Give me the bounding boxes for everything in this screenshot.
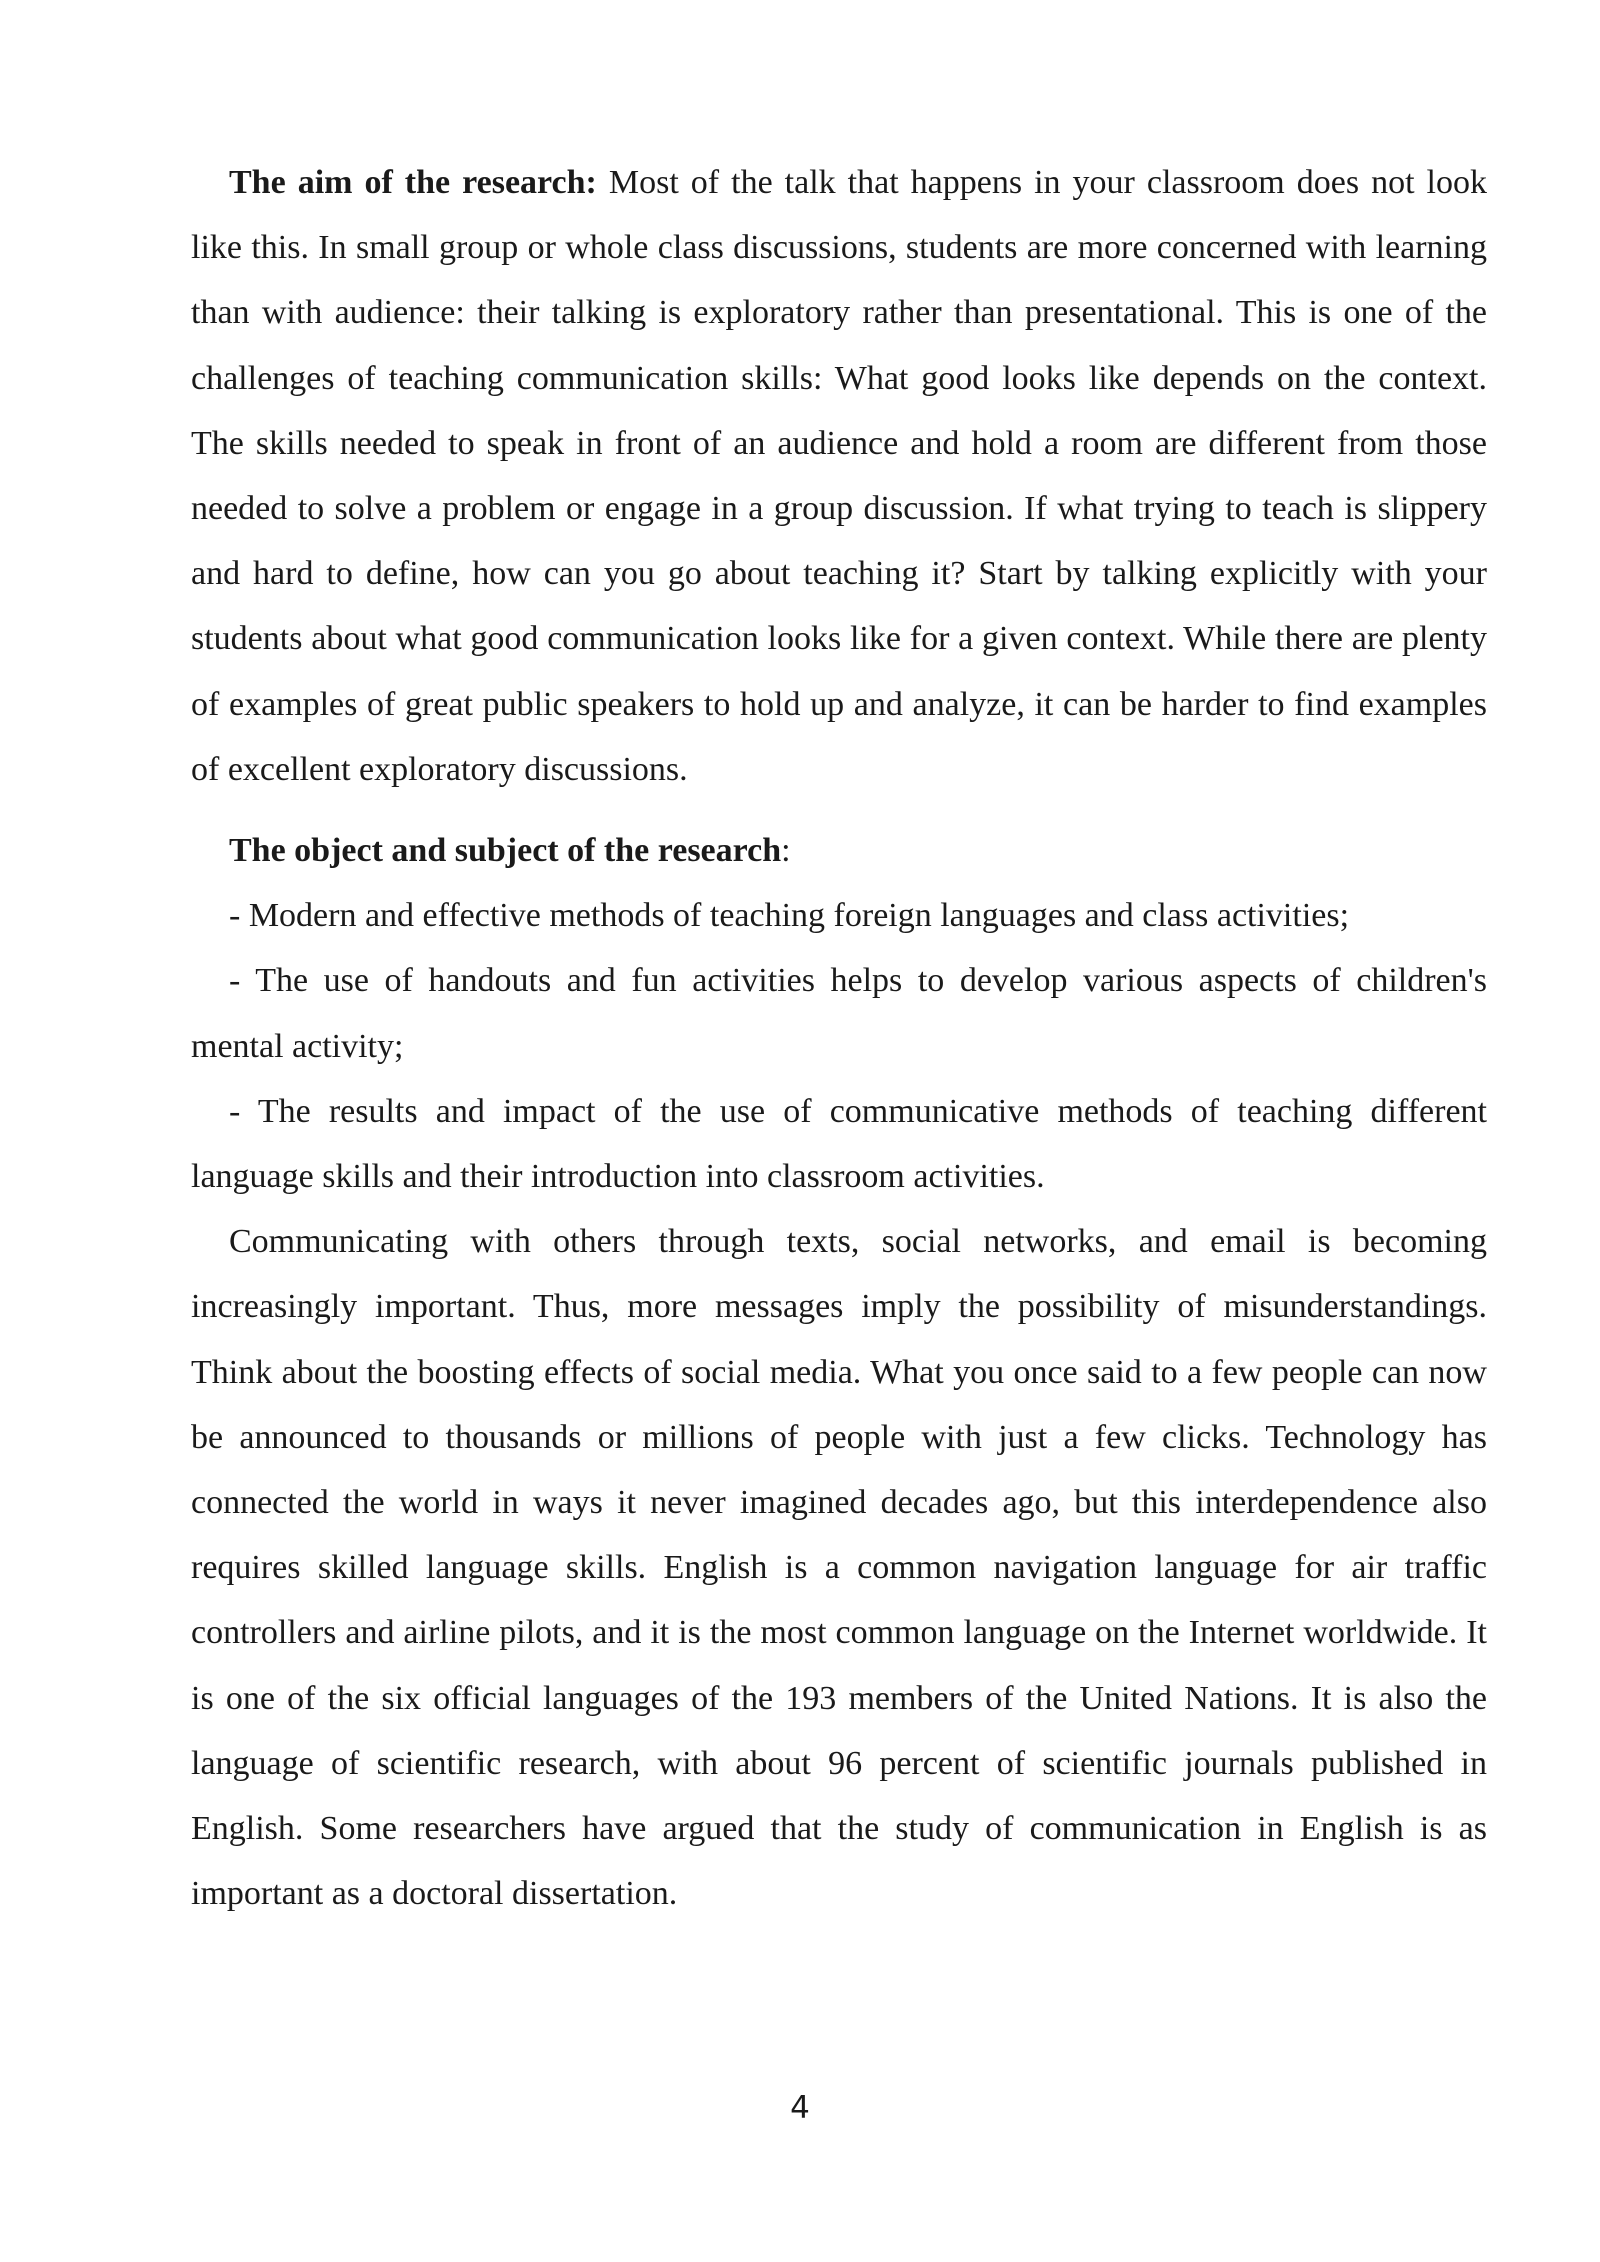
object-subject-colon: :	[781, 832, 791, 870]
object-subject-item: - The results and impact of the use of communicative methods of teaching different language skills and their introduction into classroom activities.	[191, 1092, 1487, 1196]
document-body	[191, 150, 1487, 1926]
page-number: 4	[790, 2090, 810, 2126]
aim-heading: The aim of the research:	[229, 164, 597, 201]
object-subject-heading: The object and subject of the research	[229, 832, 782, 870]
object-subject-heading-paragraph	[191, 818, 1487, 883]
object-subject-item: - Modern and effective methods of teaching foreign languages and class activities;	[229, 897, 1350, 935]
communicating-paragraph: Communicating with others through texts, social networks, and email is becoming increasingly important. Thus, more messages imply the possibility of misunderstandings. Think about the boosting effects of social media. What you once said to a few people can now be announced to thousands or millions of people with just a few clicks. Technology has connected the world in ways it never imagined decades ago, but this interdependence also requires skilled language skills. English is a common navigation language for air traffic controllers and airline pilots, and it is the most common language on the Internet worldwide. It is one of the six official languages of the 193 members of the United Nations. It is also the language of scientific research, with about 96 percent of scientific journals published in English. Some researchers have argued that the study of communication in English is as important as a doctoral dissertation.	[191, 1223, 1487, 1913]
object-subject-item: - The use of handouts and fun activities helps to develop various aspects of children's mental activity;	[191, 962, 1487, 1065]
aim-paragraph	[191, 150, 1487, 802]
aim-text: Most of the talk that happens in your classroom does not look like this. In small group or whole class discussions, students are more concerned with learning than with audience: their talking is exploratory rather than presentational. This is one of the challenges of teaching communication skills: What good looks like depends on the context. The skills needed to speak in front of an audience and hold a room are different from those needed to solve a problem or engage in a group discussion. If what trying to teach is slippery and hard to define, how can you go about teaching it? Start by talking explicitly with your students about what good communication looks like for a given context. While there are plenty of examples of great public speakers to hold up and analyze, it can be harder to find examples of excellent exploratory discussions.	[191, 164, 1487, 788]
